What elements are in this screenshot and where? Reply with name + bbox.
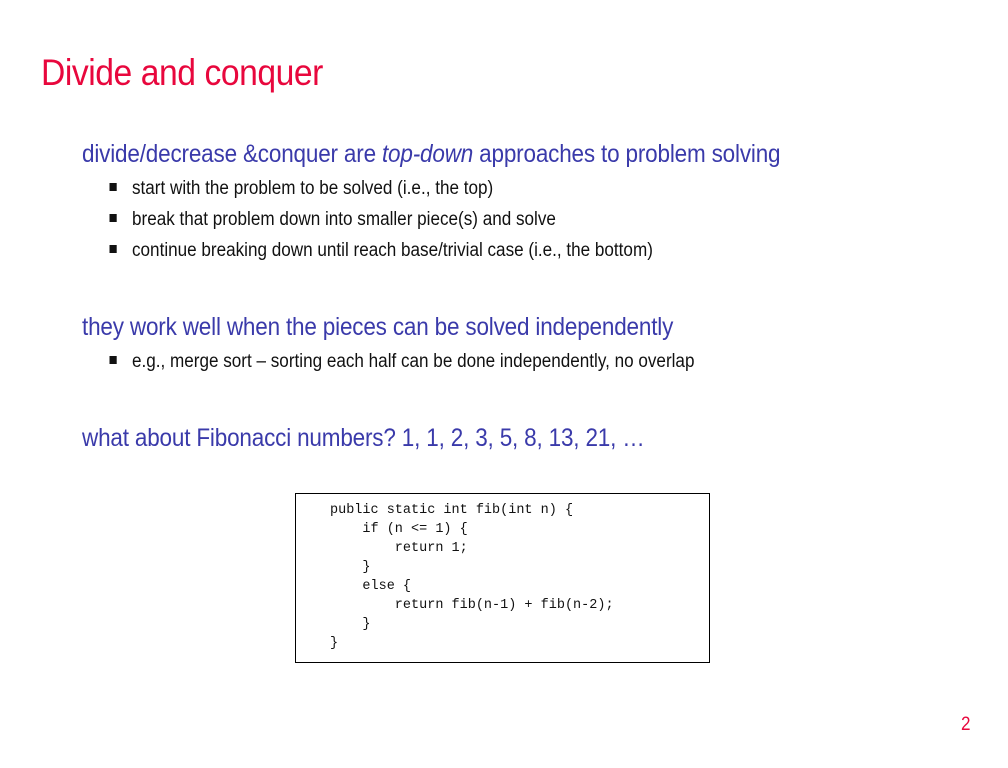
point-text-emphasis: top-down <box>381 140 474 168</box>
bullet-point-top-down <box>82 140 780 169</box>
square-bullet-icon <box>110 245 117 253</box>
subpoint-text: e.g., merge sort – sorting each half can be done independently, no overlap <box>132 351 695 372</box>
subpoint-item <box>132 178 493 200</box>
fib-code: public static int fib(int n) { if (n <= 1) { return 1; } else { return fib(n-1) + fib(n-2); } } <box>330 503 614 651</box>
point-text-pre: divide/decrease &conquer are <box>82 140 382 168</box>
square-bullet-icon <box>110 214 117 222</box>
subpoint-item <box>132 351 694 373</box>
subpoint-text: break that problem down into smaller piece(s) and solve <box>132 209 556 230</box>
bullet-point-fibonacci: what about Fibonacci numbers? 1, 1, 2, 3, 5, 8, 13, 21, … <box>82 424 645 452</box>
square-bullet-icon <box>110 183 117 191</box>
subpoint-text: start with the problem to be solved (i.e., the top) <box>132 178 494 199</box>
subpoint-text: continue breaking down until reach base/trivial case (i.e., the bottom) <box>132 240 653 261</box>
subpoint-item <box>132 209 556 231</box>
square-bullet-icon <box>110 356 117 364</box>
slide-title: Divide and conquer <box>41 52 323 93</box>
subpoint-item <box>132 240 653 262</box>
page-number: 2 <box>961 714 971 735</box>
code-block <box>295 493 710 663</box>
bullet-point-independence: they work well when the pieces can be solved independently <box>82 313 674 341</box>
point-text-post: approaches to problem solving <box>473 140 781 168</box>
